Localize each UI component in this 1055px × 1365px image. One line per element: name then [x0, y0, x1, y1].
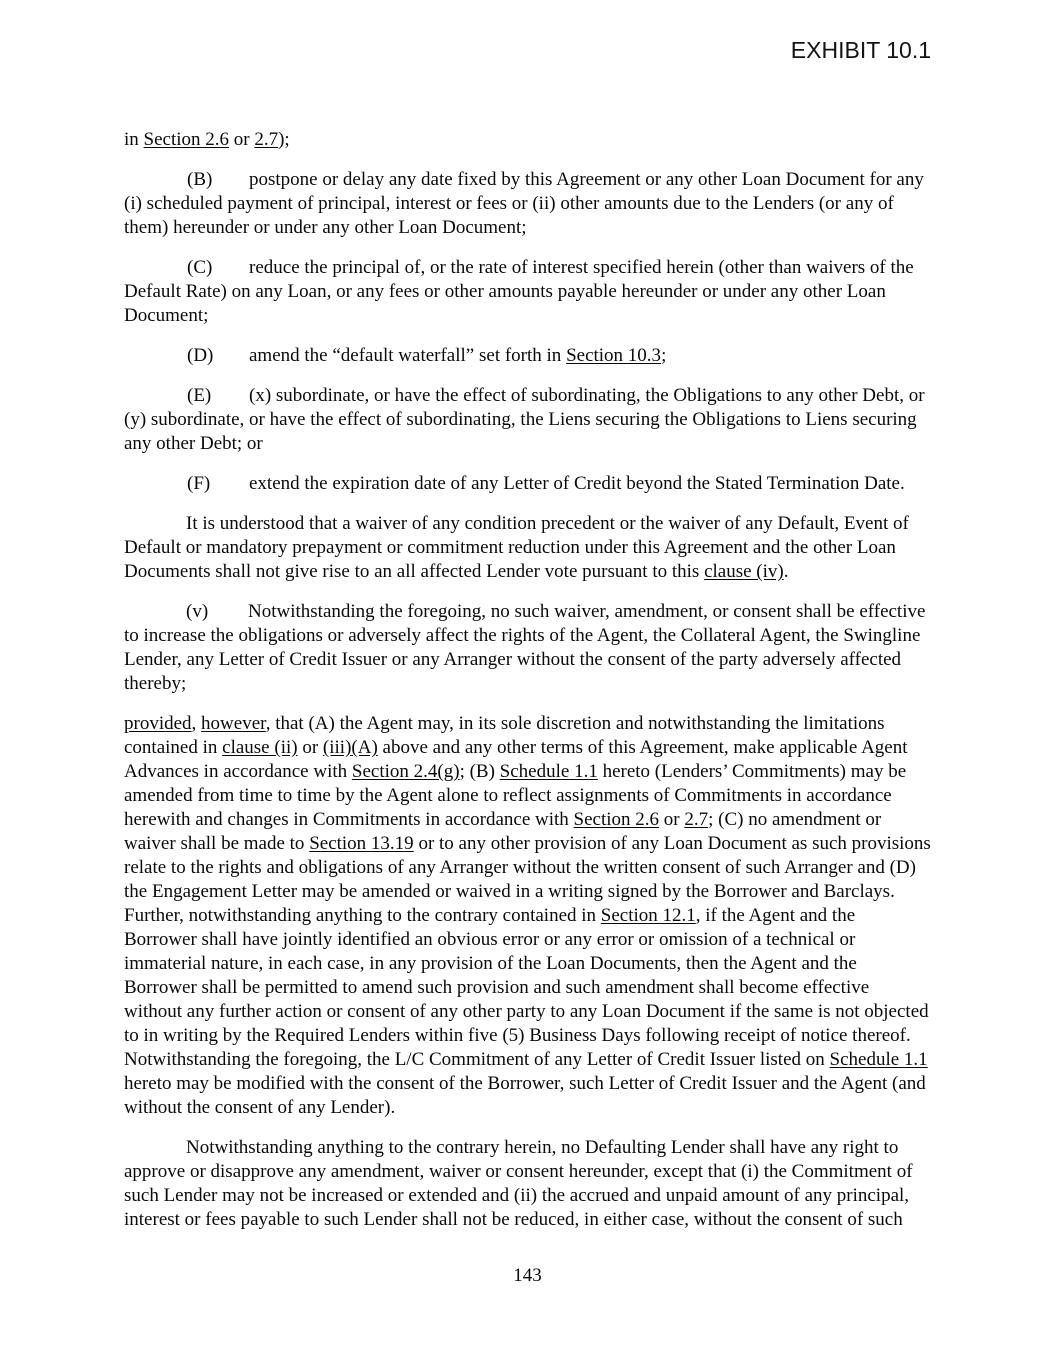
paragraph-proviso	[124, 712, 931, 1120]
clause-label-e: (E)	[187, 385, 212, 406]
paragraph-text: extend the expiration date of any Letter of Credit beyond the Stated Termination Date.	[249, 473, 905, 494]
clause-label-c: (C)	[187, 257, 213, 278]
paragraph-text: postpone or delay any date fixed by this Agreement or any other Loan Document for any (i) scheduled payment of principal, interest or fees or (ii) other amounts due to the Lenders (or any of them) hereunder or under any other Loan Document;	[124, 169, 924, 238]
clause-label-f: (F)	[187, 473, 211, 494]
paragraph-text: Notwithstanding anything to the contrary herein, no Defaulting Lender shall have any right to approve or disapprove any amendment, waiver or consent hereunder, except that (i) the Commitment of such Lender may not be increased or extended and (ii) the accrued and unpaid amount of any principal, interest or fees payable to such Lender shall not be reduced, in either case, without the consent of such	[124, 1137, 913, 1230]
paragraph-clause-b	[124, 168, 931, 240]
paragraph-clause-c	[124, 256, 931, 328]
paragraph-waiver-understanding	[124, 512, 931, 584]
paragraph-text: (x) subordinate, or have the effect of subordinating, the Obligations to any other Debt, or (y) subordinate, or have the effect of subordinating, the Liens securing the Obligations to Liens securing any other Debt; or	[124, 385, 925, 454]
exhibit-header: EXHIBIT 10.1	[790, 37, 931, 63]
paragraph-intro-continuation	[124, 128, 931, 152]
paragraph-text: reduce the principal of, or the rate of interest specified herein (other than waivers of the Default Rate) on any Loan, or any fees or other amounts payable hereunder or under any other Loan Document;	[124, 257, 914, 326]
paragraph-text: It is understood that a waiver of any condition precedent or the waiver of any Default, Event of Default or mandatory prepayment or commitment reduction under this Agreement and the other Loan Documents shall not give rise to an all affected Lender vote pursuant to this clause (iv).	[124, 513, 909, 582]
paragraph-text: Notwithstanding the foregoing, no such waiver, amendment, or consent shall be effective to increase the obligations or adversely affect the rights of the Agent, the Collateral Agent, the Swingline Lender, any Letter of Credit Issuer or any Arranger without the consent of the party adversely affected thereby;	[124, 601, 926, 694]
clause-label-b: (B)	[187, 169, 213, 190]
paragraph-clause-f	[124, 472, 931, 496]
paragraph-clause-d	[124, 344, 931, 368]
paragraph-text: in Section 2.6 or 2.7);	[124, 129, 290, 150]
clause-label-v: (v)	[186, 601, 209, 622]
paragraph-clause-e	[124, 384, 931, 456]
paragraph-defaulting-lender	[124, 1136, 931, 1232]
paragraph-text: provided, however, that (A) the Agent may, in its sole discretion and notwithstanding the limitations contained in clause (ii) or (iii)(A) above and any other terms of this Agreement, make applicable Agent Advances in accordance with Section 2.4(g); (B) Schedule 1.1 hereto (Lenders’ Commitments) may be amended from time to time by the Agent alone to reflect assignments of Commitments in accordance herewith and changes in Commitments in accordance with Section 2.6 or 2.7; (C) no amendment or waiver shall be made to Section 13.19 or to any other provision of any Loan Document as such provisions relate to the rights and obligations of any Arranger without the written consent of such Arranger and (D) the Engagement Letter may be amended or waived in a writing signed by the Borrower and Barclays. Further, notwithstanding anything to the contrary contained in Section 12.1, if the Agent and the Borrower shall have jointly identified an obvious error or any error or omission of a technical or immaterial nature, in each case, in any provision of the Loan Documents, then the Agent and the Borrower shall be permitted to amend such provision and such amendment shall become effective without any further action or consent of any other party to any Loan Document if the same is not objected to in writing by the Required Lenders within five (5) Business Days following receipt of notice thereof. Notwithstanding the foregoing, the L/C Commitment of any Letter of Credit Issuer listed on Schedule 1.1 hereto may be modified with the consent of the Borrower, such Letter of Credit Issuer and the Agent (and without the consent of any Lender).	[124, 713, 931, 1118]
clause-label-d: (D)	[187, 345, 214, 366]
paragraph-clause-v	[124, 600, 931, 696]
paragraph-text: amend the “default waterfall” set forth in Section 10.3;	[249, 345, 667, 366]
page-number: 143	[513, 1265, 542, 1286]
